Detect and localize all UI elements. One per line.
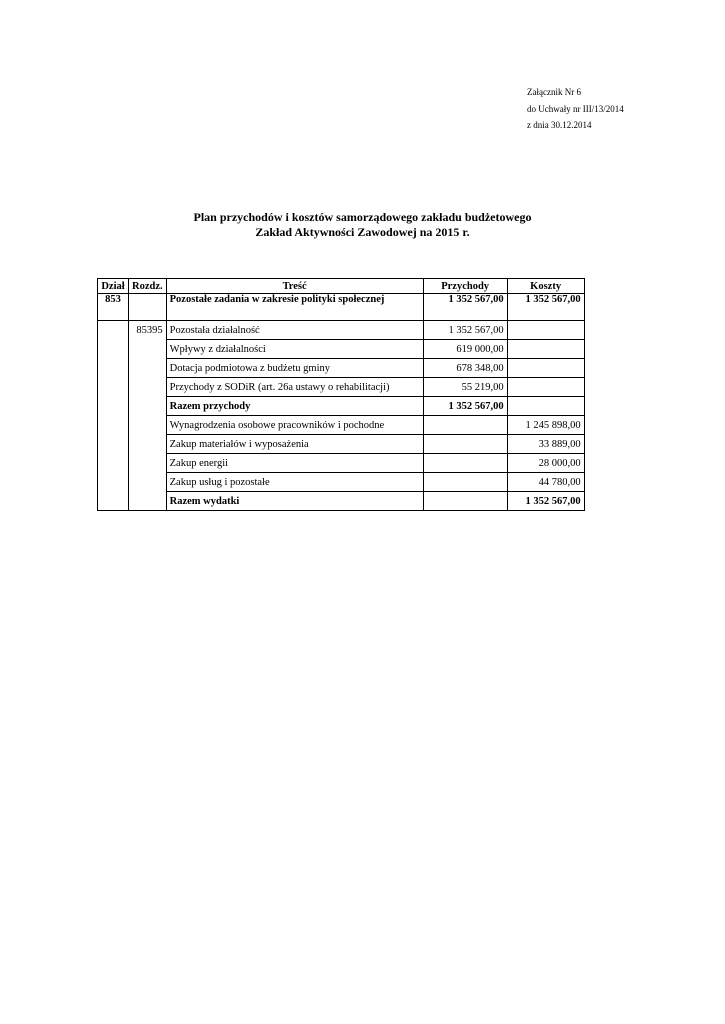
- row-koszty: 28 000,00: [507, 454, 584, 473]
- row-tresc: Wpływy z działalności: [166, 340, 423, 359]
- table-row: [98, 416, 585, 435]
- table-header-row: [98, 279, 585, 294]
- subsection-tresc: Pozostała działalność: [166, 321, 423, 340]
- subsection-row: [98, 321, 585, 340]
- row-przychody: [423, 492, 507, 511]
- row-dzial: [98, 378, 129, 397]
- row-rozdz: [129, 359, 167, 378]
- row-tresc: Przychody z SODiR (art. 26a ustawy o rehabilitacji): [166, 378, 423, 397]
- row-koszty: 1 352 567,00: [507, 492, 584, 511]
- row-przychody: [423, 473, 507, 492]
- row-koszty: [507, 378, 584, 397]
- row-koszty: [507, 359, 584, 378]
- row-tresc: Razem wydatki: [166, 492, 423, 511]
- document-title: [0, 210, 725, 240]
- row-tresc: Wynagrodzenia osobowe pracowników i pochodne: [166, 416, 423, 435]
- row-tresc: Zakup materiałów i wyposażenia: [166, 435, 423, 454]
- row-koszty: 44 780,00: [507, 473, 584, 492]
- row-przychody: [423, 454, 507, 473]
- annex-number: Załącznik Nr 6: [527, 87, 581, 97]
- section-row: [98, 294, 585, 321]
- row-przychody: 619 000,00: [423, 340, 507, 359]
- row-dzial: [98, 340, 129, 359]
- row-rozdz: [129, 416, 167, 435]
- row-rozdz: [129, 397, 167, 416]
- annex-reference: [527, 84, 624, 134]
- table-row: [98, 492, 585, 511]
- row-rozdz: [129, 340, 167, 359]
- header-przychody: Przychody: [423, 279, 507, 294]
- row-tresc: Zakup usług i pozostałe: [166, 473, 423, 492]
- table-row: [98, 378, 585, 397]
- title-line-1: Plan przychodów i kosztów samorządowego zakładu budżetowego: [193, 210, 532, 224]
- row-rozdz: [129, 454, 167, 473]
- row-rozdz: [129, 435, 167, 454]
- row-koszty: [507, 340, 584, 359]
- header-koszty: Koszty: [507, 279, 584, 294]
- table-row: [98, 359, 585, 378]
- table-row: [98, 454, 585, 473]
- row-dzial: [98, 492, 129, 511]
- row-przychody: [423, 435, 507, 454]
- subsection-koszty: [507, 321, 584, 340]
- table-row: [98, 397, 585, 416]
- subsection-rozdz: 85395: [129, 321, 167, 340]
- title-line-2: Zakład Aktywności Zawodowej na 2015 r.: [255, 225, 470, 239]
- subsection-dzial: [98, 321, 129, 340]
- annex-resolution: do Uchwały nr III/13/2014: [527, 103, 624, 114]
- header-tresc: Treść: [166, 279, 423, 294]
- table-row: [98, 473, 585, 492]
- row-tresc: Zakup energii: [166, 454, 423, 473]
- row-koszty: [507, 397, 584, 416]
- row-tresc: Razem przychody: [166, 397, 423, 416]
- header-rozdz: Rozdz.: [129, 279, 167, 294]
- row-dzial: [98, 454, 129, 473]
- subsection-przychody: 1 352 567,00: [423, 321, 507, 340]
- row-rozdz: [129, 492, 167, 511]
- row-rozdz: [129, 378, 167, 397]
- row-koszty: 33 889,00: [507, 435, 584, 454]
- table-row: [98, 435, 585, 454]
- header-dzial: Dział: [98, 279, 129, 294]
- table-row: [98, 340, 585, 359]
- budget-table: [97, 278, 585, 511]
- row-tresc: Dotacja podmiotowa z budżetu gminy: [166, 359, 423, 378]
- section-koszty: 1 352 567,00: [507, 294, 584, 321]
- row-dzial: [98, 473, 129, 492]
- section-dzial: 853: [98, 294, 129, 321]
- row-dzial: [98, 435, 129, 454]
- row-dzial: [98, 397, 129, 416]
- row-koszty: 1 245 898,00: [507, 416, 584, 435]
- section-rozdz: [129, 294, 167, 321]
- row-rozdz: [129, 473, 167, 492]
- section-przychody: 1 352 567,00: [423, 294, 507, 321]
- row-przychody: 678 348,00: [423, 359, 507, 378]
- row-przychody: 1 352 567,00: [423, 397, 507, 416]
- annex-date: z dnia 30.12.2014: [527, 120, 592, 130]
- section-tresc: Pozostałe zadania w zakresie polityki społecznej: [166, 294, 423, 321]
- row-dzial: [98, 359, 129, 378]
- row-przychody: [423, 416, 507, 435]
- row-dzial: [98, 416, 129, 435]
- row-przychody: 55 219,00: [423, 378, 507, 397]
